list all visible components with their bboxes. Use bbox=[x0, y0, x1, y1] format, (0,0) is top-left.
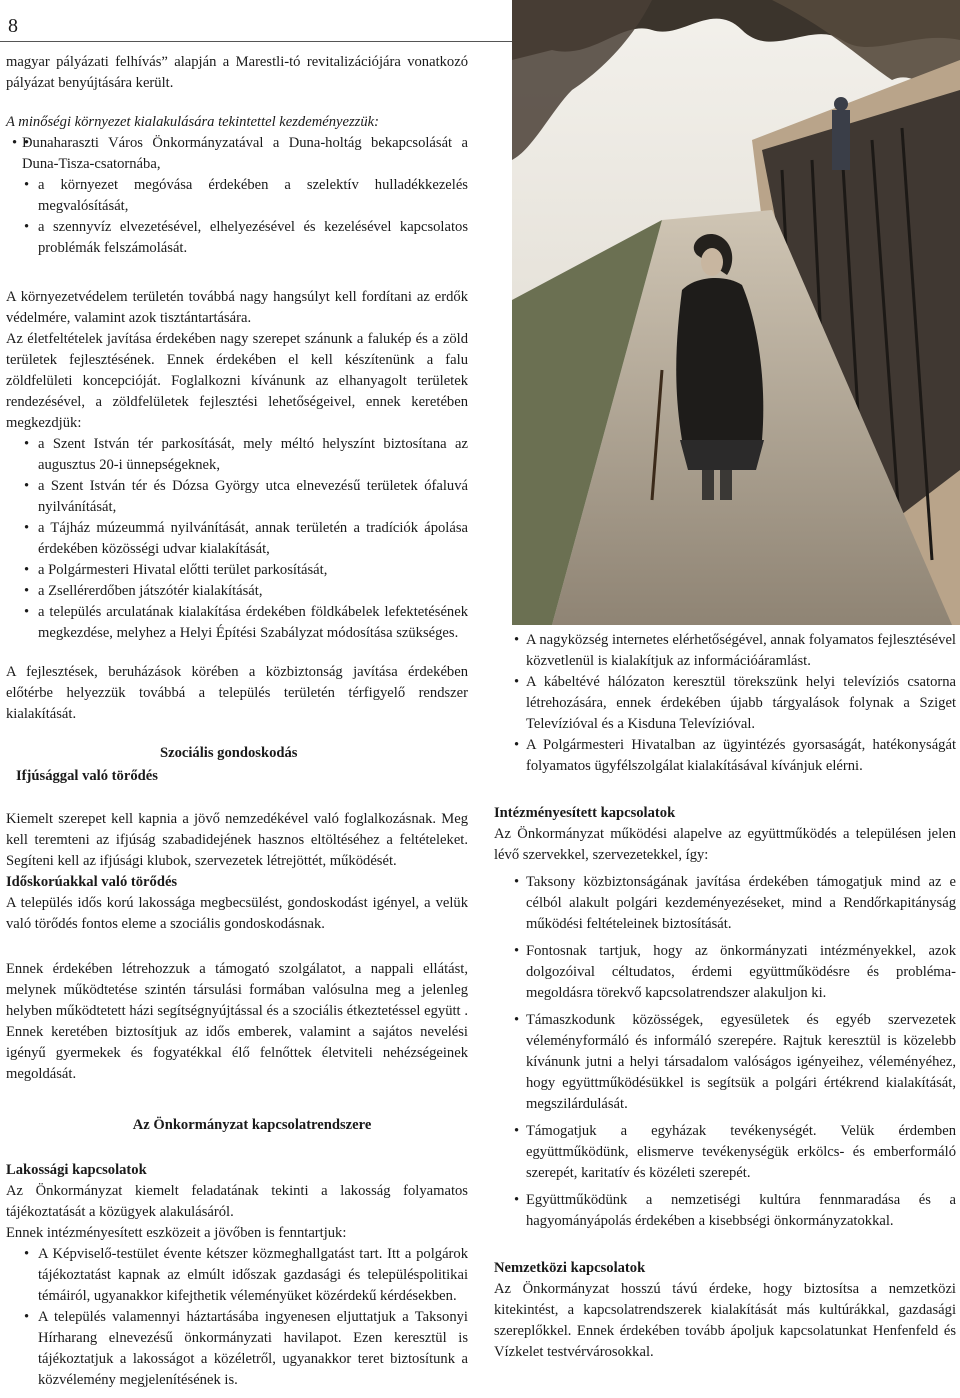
resident-relations-heading: Lakossági kapcsolatok bbox=[6, 1162, 147, 1178]
page-number: 8 bbox=[8, 15, 18, 37]
right-column bbox=[494, 630, 956, 1363]
resident-bullet: • A település valamennyi háztartásába ingyenesen eljuttatjuk a Taksonyi Hírharang elnevezésű önkormányzati havilapot. Ezen keresztül is tájékoztatjuk a lakosságot a közéletről, ugyanakkor teret biztosítunk a közvélemény megjelenítésének is. bbox=[6, 1307, 468, 1391]
institutional-relations-heading: Intézményesített kapcsolatok bbox=[494, 805, 676, 821]
international-relations-heading: Nemzetközi kapcsolatok bbox=[494, 1260, 646, 1276]
relations-heading: Az Önkormányzat kapcsolatrendszere bbox=[132, 1117, 372, 1133]
resident-bullet: • A Képviselő-testület évente kétszer közmeghallgatást tart. Itt a polgárok tájékoztatást kapnak az elmúlt időszak gazdasági és településpolitikai témáiról, ugyanakkor kifejthetik véleményüket közérdekű kérdésekben. bbox=[6, 1244, 468, 1307]
elderly-paragraph: A település idős korú lakossága megbecsülést, gondoskodást igényel, a velük való törődés fontos eleme a szociális gondoskodásnak. bbox=[6, 895, 468, 932]
environment-heading: A minőségi környezet kialakulására tekintettel kezdeményezzük: bbox=[6, 114, 379, 130]
institutional-bullet: • Fontosnak tartjuk, hogy az önkormányzati intézményekkel, azok dolgozóival céltudatos, érdemi együttműködésre és probléma-megoldásra törekvő kapcsolatrendszer alakuljon ki. bbox=[494, 941, 956, 1004]
intro-text: magyar pályázati felhívás” alapján a Marestli-tó revitalizációjára vonatkozó pályázat benyújtására került. bbox=[6, 54, 468, 91]
institutional-bullet: • Támaszkodunk közösségek, egyesületek és egyéb szervezetek véleményformáló és informáló szerepére. Rajtuk keresztül is közelebb kívánunk jutni a helyi társadalom valóságos igényeihez, véleményéhez, hogy együttműködésükkel is segítsük a polgári értékrend kialakítását, megszilárdulását. bbox=[494, 1010, 956, 1115]
institutional-bullet: • Együttműködünk a nemzetiségi kultúra fennmaradása és a hagyományápolás érdekében a kisebbségi önkormányzatokkal. bbox=[494, 1190, 956, 1232]
resident-paragraph-2: Ennek intézményesített eszközeit a jövőben is fenntartjuk: bbox=[6, 1225, 347, 1241]
media-bullet: • A kábeltévé hálózaton keresztül törekszünk helyi televíziós csatorna létrehozására, ennek érdekében újabb tárgyalások folynak a Sziget Televízióval és a Kisduna Televízióval. bbox=[494, 672, 956, 735]
green-bullet: • a Szent István tér parkosítását, mely méltó helyszínt biztosítana az augusztus 20-i ünnepségeknek, bbox=[6, 434, 468, 476]
green-bullet: • a Zsellérerdőben játszótér kialakítását, bbox=[6, 581, 468, 602]
environment-paragraph-2: Az életfeltételek javítása érdekében nagy szerepet szánunk a falukép és a zöld területek fejlesztésének. Ennek érdekében el kell készítenünk a falu zöldfelületi koncepcióját. Foglalkozni kívánunk az elhanyagolt területek rendezésével, a zöldfelületek fejlesztési lehetőségeivel, ennek keretében megkezdjük: bbox=[6, 331, 468, 431]
international-paragraph: Az Önkormányzat hosszú távú érdeke, hogy biztosítsa a nemzetközi kitekintést, a kapcsolatrendszerek kialakítását más kultúrákkal, gazdasági szereplőkkel. Ennek érdekében tovább ápoljuk kapcsolatunkat Henfenfeld és Vízkelet testvérvárosokkal. bbox=[494, 1281, 956, 1360]
environment-paragraph-1: A környezetvédelem területén továbbá nagy hangsúlyt kell fordítani az erdők védelmére, valamint azok tisztántartására. bbox=[6, 289, 468, 326]
env-bullet: • a szennyvíz elvezetésével, elhelyezésével és kezelésével kapcsolatos problémák felszámolását. bbox=[6, 217, 468, 259]
elderly-woman-walking-image bbox=[512, 0, 960, 625]
social-care-heading: Szociális gondoskodás bbox=[160, 745, 298, 761]
support-paragraph: Ennek érdekében létrehozzuk a támogató szolgálatot, a nappali ellátást, melynek működtetése szintén társulási formában valósulna meg a jelenleg helyben működtetett házi segítségnyújtással és a szociális étkeztetéssel együtt . Ennek keretében biztosítjuk az idős emberek, valamint a sajátos nevelési igényű gyermekek és fogyatékkal élő felnőttek életviteli nehézségeinek megoldását. bbox=[6, 961, 468, 1082]
green-bullet: • a Polgármesteri Hivatal előtti terület parkosítását, bbox=[6, 560, 468, 581]
institutional-bullet: • Taksony közbiztonságának javítása érdekében támogatjuk mind az e célból alakult polgári kezdeményezéseket, mind a Rendőrkapitányság működési feltételeinek biztosítását. bbox=[494, 872, 956, 935]
green-bullet: • a Szent István tér és Dózsa György utca elnevezésű területek ófaluvá nyilvánítását, bbox=[6, 476, 468, 518]
green-bullet: • a település arculatának kialakítása érdekében földkábelek lefektetésének megkezdése, melyhez a Helyi Építési Szabályzat módosítása szükséges. bbox=[6, 602, 468, 644]
safety-paragraph: A fejlesztések, beruházások körében a közbiztonság javítása érdekében előtérbe helyezzük továbbá a település területén térfigyelő rendszer kialakítását. bbox=[6, 664, 468, 722]
resident-paragraph-1: Az Önkormányzat kiemelt feladatának tekinti a lakosság folyamatos tájékoztatását a közügyek alakulásáról. bbox=[6, 1183, 468, 1220]
institutional-paragraph: Az Önkormányzat működési alapelve az együttműködés a településen jelen lévő szervekkel, szervezetekkel, így: bbox=[494, 826, 956, 863]
media-bullet: • A Polgármesteri Hivatalban az ügyintézés gyorsaságát, hatékonyságát folyamatos ügyfélszolgálat kialakításával kívánjuk elérni. bbox=[494, 735, 956, 777]
elderly-heading: Időskorúakkal való törődés bbox=[6, 874, 178, 890]
env-bullet: • • Dunaharaszti Város Önkormányzatával a Duna-holtág bekapcsolását a Duna-Tisza-csatornába, bbox=[6, 133, 468, 175]
youth-heading: Ifjúsággal való törődés bbox=[16, 768, 158, 784]
left-column bbox=[6, 52, 468, 1391]
institutional-bullet: • Támogatjuk a egyházak tevékenységét. Velük érdemben együttműködünk, elismerve tevékenységük erkölcs- és emberformáló szerepét, karitatív és közéleti szerepét. bbox=[494, 1121, 956, 1184]
green-bullet: • a Tájház múzeummá nyilvánítását, annak területén a tradíciók ápolása érdekében közösségi udvar kialakítását, bbox=[6, 518, 468, 560]
env-bullet: • a környezet megóvása érdekében a szelektív hulladékkezelés megvalósítását, bbox=[6, 175, 468, 217]
youth-paragraph: Kiemelt szerepet kell kapnia a jövő nemzedékével való foglalkozásnak. Meg kell teremteni az ifjúság szabadidejének hasznos eltöltéséhez a feltételeket. Segíteni kell az ifjúsági klubok, szervezetek létrejöttét, működését. bbox=[6, 811, 468, 869]
street-photo bbox=[512, 0, 960, 625]
media-bullet: • A nagyközség internetes elérhetőségével, annak folyamatos fejlesztésével közvetlenül is kialakítjuk az információáramlást. bbox=[494, 630, 956, 672]
